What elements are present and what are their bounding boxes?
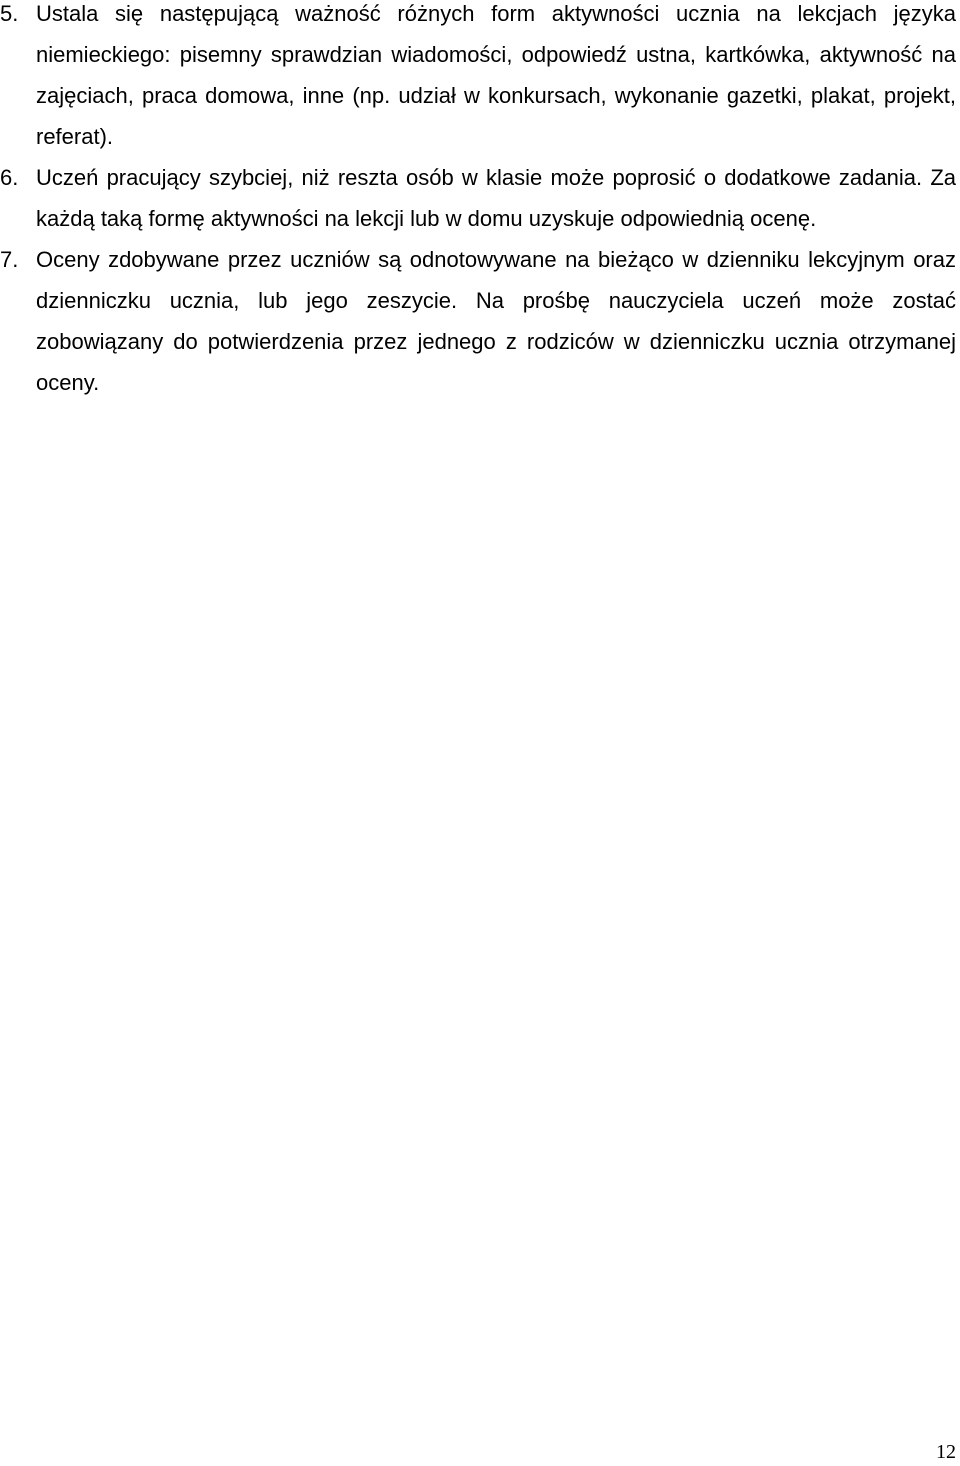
list-item-number: 5.: [0, 1, 19, 26]
list-item: [0, 157, 956, 239]
list-item-text: Ustala się następującą ważność różnych form aktywności ucznia na lekcjach języka niemieckiego: pisemny sprawdzian wiadomości, odpowiedź ustna, kartkówka, aktywność na zajęciach, praca domowa, inne (np. udział w konkursach, wykonanie gazetki, plakat, projekt, referat).: [36, 1, 956, 149]
list-item-text: Oceny zdobywane przez uczniów są odnotowywane na bieżąco w dzienniku lekcyjnym oraz dzienniczku ucznia, lub jego zeszycie. Na prośbę nauczyciela uczeń może zostać zobowiązany do potwierdzenia przez jednego z rodziców w dzienniczku ucznia otrzymanej oceny.: [36, 247, 956, 395]
list-item-number: 6.: [0, 165, 19, 190]
numbered-list: [0, 0, 956, 403]
list-item-text: Uczeń pracujący szybciej, niż reszta osób w klasie może poprosić o dodatkowe zadania. Za każdą taką formę aktywności na lekcji lub w domu uzyskuje odpowiednią ocenę.: [36, 165, 956, 231]
page-number: 12: [936, 1441, 956, 1463]
list-item-number: 7.: [0, 247, 19, 272]
list-item: [0, 239, 956, 403]
list-item: [0, 0, 956, 157]
